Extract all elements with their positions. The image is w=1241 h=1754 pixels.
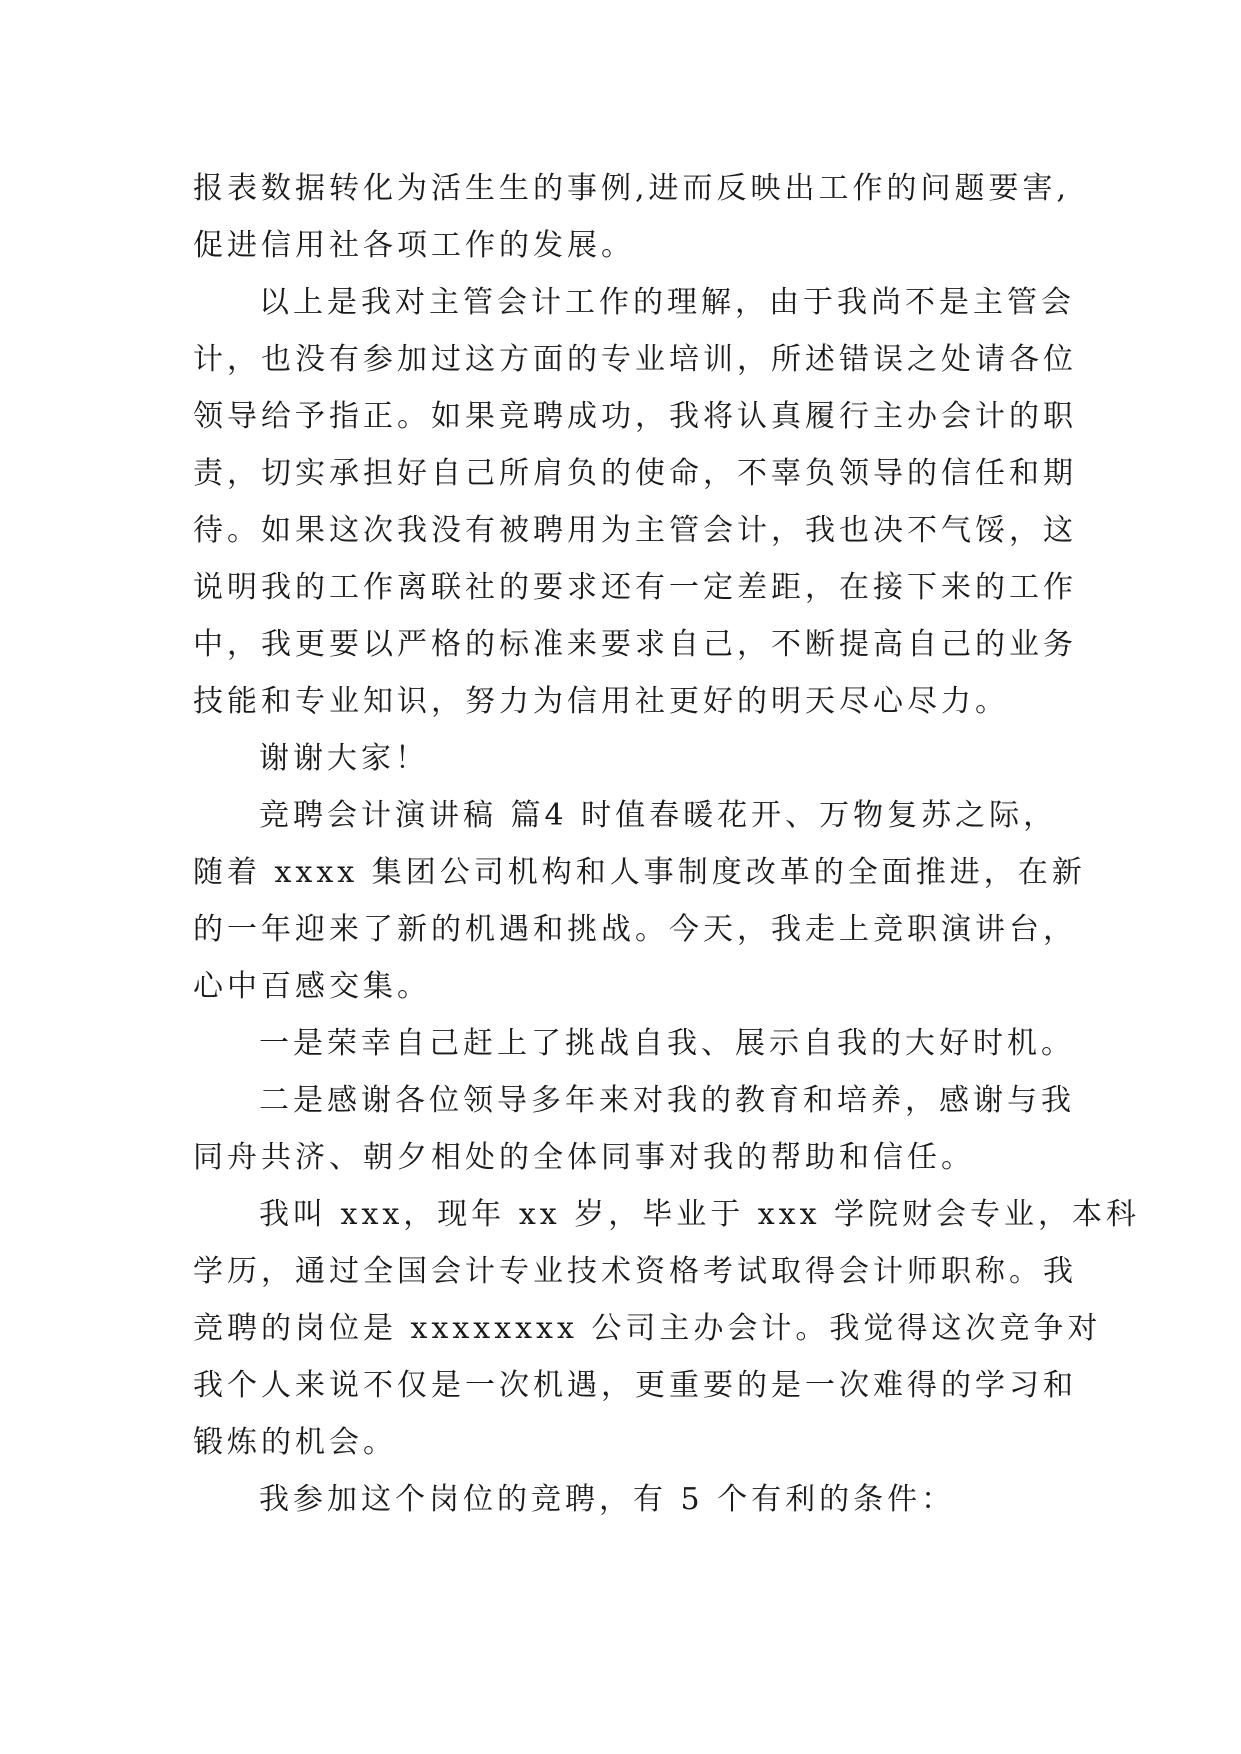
text-line: 二是感谢各位领导多年来对我的教育和培养，感谢与我 (259, 1083, 1075, 1118)
text-line: 领导给予指正。如果竞聘成功，我将认真履行主办会计的职 (193, 399, 1077, 434)
text-line: 竞聘的岗位是 xxxxxxxx 公司主办会计。我觉得这次竞争对 (193, 1311, 1102, 1346)
text-line: 一是荣幸自己赶上了挑战自我、展示自我的大好时机。 (259, 1026, 1075, 1061)
text-line: 中，我更要以严格的标准来要求自己，不断提高自己的业务 (193, 627, 1077, 662)
text-line: 心中百感交集。 (193, 969, 431, 1004)
text-line: 待。如果这次我没有被聘用为主管会计，我也决不气馁，这 (193, 513, 1077, 548)
text-line: 责，切实承担好自己所肩负的使命，不辜负领导的信任和期 (193, 456, 1077, 491)
text-line: 说明我的工作离联社的要求还有一定差距，在接下来的工作 (193, 570, 1077, 605)
document-body (193, 160, 1141, 1528)
text-line: 我个人来说不仅是一次机遇，更重要的是一次难得的学习和 (193, 1368, 1077, 1403)
text-line: 我叫 xxx，现年 xx 岁，毕业于 xxx 学院财会专业，本科 (259, 1197, 1141, 1232)
text-line: 技能和专业知识，努力为信用社更好的明天尽心尽力。 (193, 684, 1009, 719)
text-line: 计，也没有参加过这方面的专业培训，所述错误之处请各位 (193, 342, 1077, 377)
text-line: 的一年迎来了新的机遇和挑战。今天，我走上竞职演讲台， (193, 912, 1077, 947)
text-line: 谢谢大家！ (259, 741, 429, 776)
text-line: 以上是我对主管会计工作的理解，由于我尚不是主管会 (259, 285, 1075, 320)
text-line: 同舟共济、朝夕相处的全体同事对我的帮助和信任。 (193, 1140, 975, 1175)
text-line: 我参加这个岗位的竞聘，有 5 个有利的条件： (259, 1482, 956, 1517)
text-line: 报表数据转化为活生生的事例,进而反映出工作的问题要害, (193, 171, 1071, 206)
text-line: 随着 xxxx 集团公司机构和人事制度改革的全面推进，在新 (193, 855, 1086, 890)
text-line: 竞聘会计演讲稿 篇4 时值春暖花开、万物复苏之际， (259, 798, 1058, 833)
text-line: 锻炼的机会。 (193, 1425, 397, 1460)
text-line: 学历，通过全国会计专业技术资格考试取得会计师职称。我 (193, 1254, 1077, 1289)
text-line: 促进信用社各项工作的发展。 (193, 228, 635, 263)
